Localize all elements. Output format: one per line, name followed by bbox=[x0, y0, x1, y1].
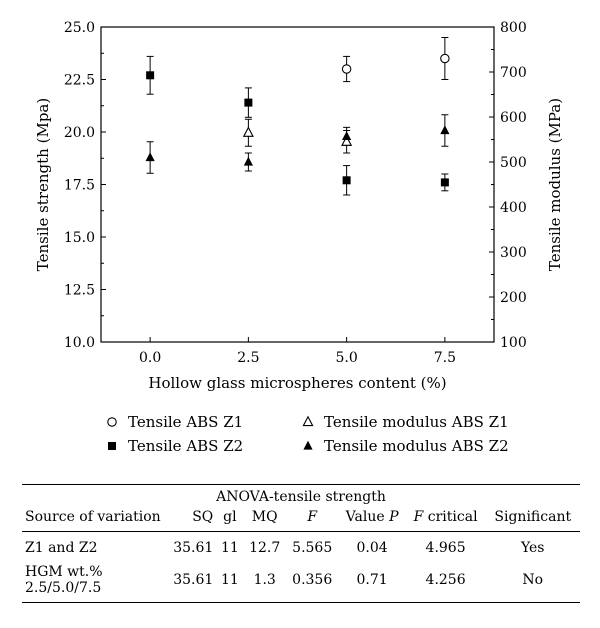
anova-table bbox=[22, 484, 580, 603]
cell-f: 5.565 bbox=[292, 540, 333, 556]
x-tick-label: 2.5 bbox=[237, 350, 260, 366]
cell-f-critical: 4.256 bbox=[406, 562, 486, 603]
cell-gl: 11 bbox=[216, 562, 243, 603]
y-left-tick-label: 25.0 bbox=[63, 20, 95, 36]
anova-table-container bbox=[22, 484, 580, 603]
data-point bbox=[441, 54, 449, 62]
data-point bbox=[146, 71, 154, 79]
table-row bbox=[22, 532, 580, 563]
header-f bbox=[286, 507, 339, 532]
header-f-critical-italic: F bbox=[413, 509, 424, 525]
cell-gl: 11 bbox=[220, 540, 239, 556]
data-point bbox=[440, 125, 449, 134]
legend-label: Tensile modulus ABS Z2 bbox=[324, 437, 509, 455]
legend-marker bbox=[108, 418, 116, 426]
y-left-tick-label: 17.5 bbox=[63, 177, 95, 194]
y-left-axis-label: Tensile strength (Mpa) bbox=[34, 97, 52, 272]
header-gl: gl bbox=[216, 507, 243, 532]
data-point bbox=[441, 178, 449, 186]
legend-label: Tensile ABS Z2 bbox=[128, 437, 244, 455]
y-right-tick-label: 400 bbox=[500, 200, 527, 216]
cell-source: HGM wt.% 2.5/5.0/7.5 bbox=[22, 562, 164, 603]
cell-value-p: 0.04 bbox=[356, 540, 388, 556]
cell-source: Z1 and Z2 bbox=[25, 540, 98, 556]
data-point bbox=[146, 152, 155, 161]
cell-f: 0.356 bbox=[286, 562, 339, 603]
y-right-tick-label: 700 bbox=[500, 65, 527, 81]
header-significant: Significant bbox=[486, 507, 580, 532]
cell-significant: No bbox=[486, 562, 580, 603]
data-point bbox=[342, 131, 351, 140]
y-right-tick-label: 300 bbox=[500, 245, 527, 261]
y-left-tick-label: 22.5 bbox=[63, 72, 95, 89]
legend-marker bbox=[303, 441, 312, 450]
y-right-tick-label: 800 bbox=[500, 20, 527, 36]
data-point bbox=[342, 65, 350, 73]
header-sq: SQ bbox=[164, 507, 217, 532]
y-right-tick-label: 500 bbox=[500, 155, 527, 171]
plot-frame bbox=[101, 27, 494, 342]
y-left-tick-label: 20.0 bbox=[63, 125, 95, 141]
data-point bbox=[244, 157, 253, 166]
cell-sq: 35.61 bbox=[164, 562, 217, 603]
header-value-p-italic: P bbox=[389, 509, 399, 525]
header-value-p-text: Value P bbox=[345, 509, 399, 525]
y-right-tick-label: 100 bbox=[500, 335, 527, 351]
y-left-tick-label: 12.5 bbox=[63, 282, 95, 299]
x-tick-label: 7.5 bbox=[433, 350, 457, 366]
cell-f-critical: 4.965 bbox=[425, 540, 466, 556]
header-f-text: F bbox=[307, 509, 318, 525]
data-point bbox=[244, 128, 253, 137]
cell-mq: 1.3 bbox=[243, 562, 285, 603]
header-value-p bbox=[339, 507, 406, 532]
header-f-critical: F critical bbox=[406, 507, 486, 532]
table-caption: ANOVA-tensile strength bbox=[22, 485, 580, 508]
y-right-tick-label: 200 bbox=[500, 290, 527, 306]
cell-sq: 35.61 bbox=[173, 540, 214, 556]
x-tick-label: 0.0 bbox=[138, 350, 162, 366]
data-point bbox=[244, 99, 252, 107]
legend-label: Tensile ABS Z1 bbox=[128, 413, 244, 431]
legend-marker bbox=[108, 442, 116, 450]
data-point bbox=[343, 176, 351, 184]
header-mq: MQ bbox=[243, 507, 285, 532]
table-row bbox=[22, 562, 580, 603]
x-axis-label: Hollow glass microspheres content (%) bbox=[148, 374, 447, 392]
y-left-tick-label: 15.0 bbox=[63, 230, 95, 246]
y-left-tick-label: 10.0 bbox=[63, 335, 95, 351]
cell-significant: Yes bbox=[521, 540, 545, 556]
y-right-axis-label: Tensile modulus (MPa) bbox=[546, 97, 564, 272]
table-header-row bbox=[22, 507, 580, 532]
header-source: Source of variation bbox=[22, 507, 164, 532]
x-tick-label: 5.0 bbox=[335, 350, 358, 366]
cell-mq: 12.7 bbox=[249, 540, 281, 556]
legend-marker bbox=[303, 417, 312, 426]
cell-value-p: 0.71 bbox=[339, 562, 406, 603]
legend-label: Tensile modulus ABS Z1 bbox=[324, 413, 509, 431]
table-caption-row bbox=[22, 485, 580, 508]
y-right-tick-label: 600 bbox=[500, 110, 527, 126]
